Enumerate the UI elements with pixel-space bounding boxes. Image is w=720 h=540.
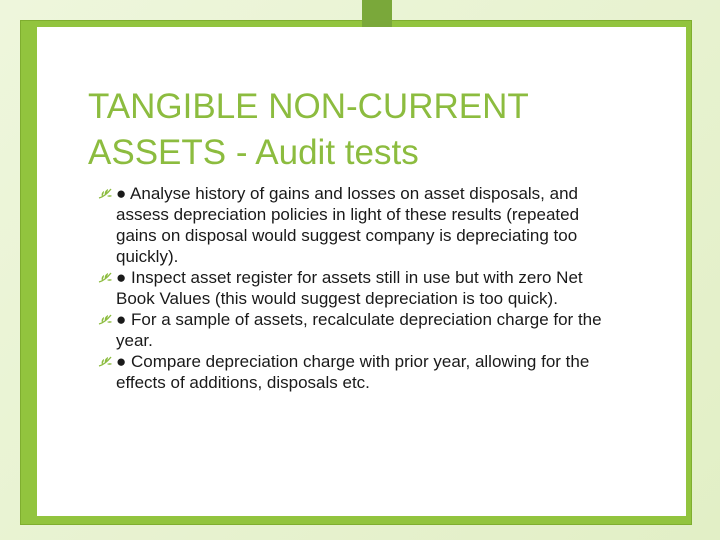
leaf-vine-icon <box>98 271 113 284</box>
bullet-item-4 <box>98 351 608 393</box>
bullet-item-2 <box>98 267 608 309</box>
bullet-item-3 <box>98 309 608 351</box>
bullet-text-2: ● Inspect asset register for assets still in use but with zero Net Book Values (this would suggest depreciation is too quick). <box>116 268 583 308</box>
bullet-text-3: ● For a sample of assets, recalculate depreciation charge for the year. <box>116 310 602 350</box>
slide-title: TANGIBLE NON-CURRENT ASSETS - Audit tests <box>88 87 529 172</box>
leaf-vine-icon <box>98 313 113 326</box>
leaf-vine-icon <box>98 187 113 200</box>
bullet-text-4: ● Compare depreciation charge with prior year, allowing for the effects of additions, disposals etc. <box>116 352 590 392</box>
bullet-list <box>98 183 608 393</box>
bullet-item-1 <box>98 183 608 267</box>
leaf-vine-icon <box>98 355 113 368</box>
bullet-text-1: ● Analyse history of gains and losses on asset disposals, and assess depreciation policies in light of these results (repeated gains on disposal would suggest company is depreciating too quickly). <box>116 184 580 266</box>
